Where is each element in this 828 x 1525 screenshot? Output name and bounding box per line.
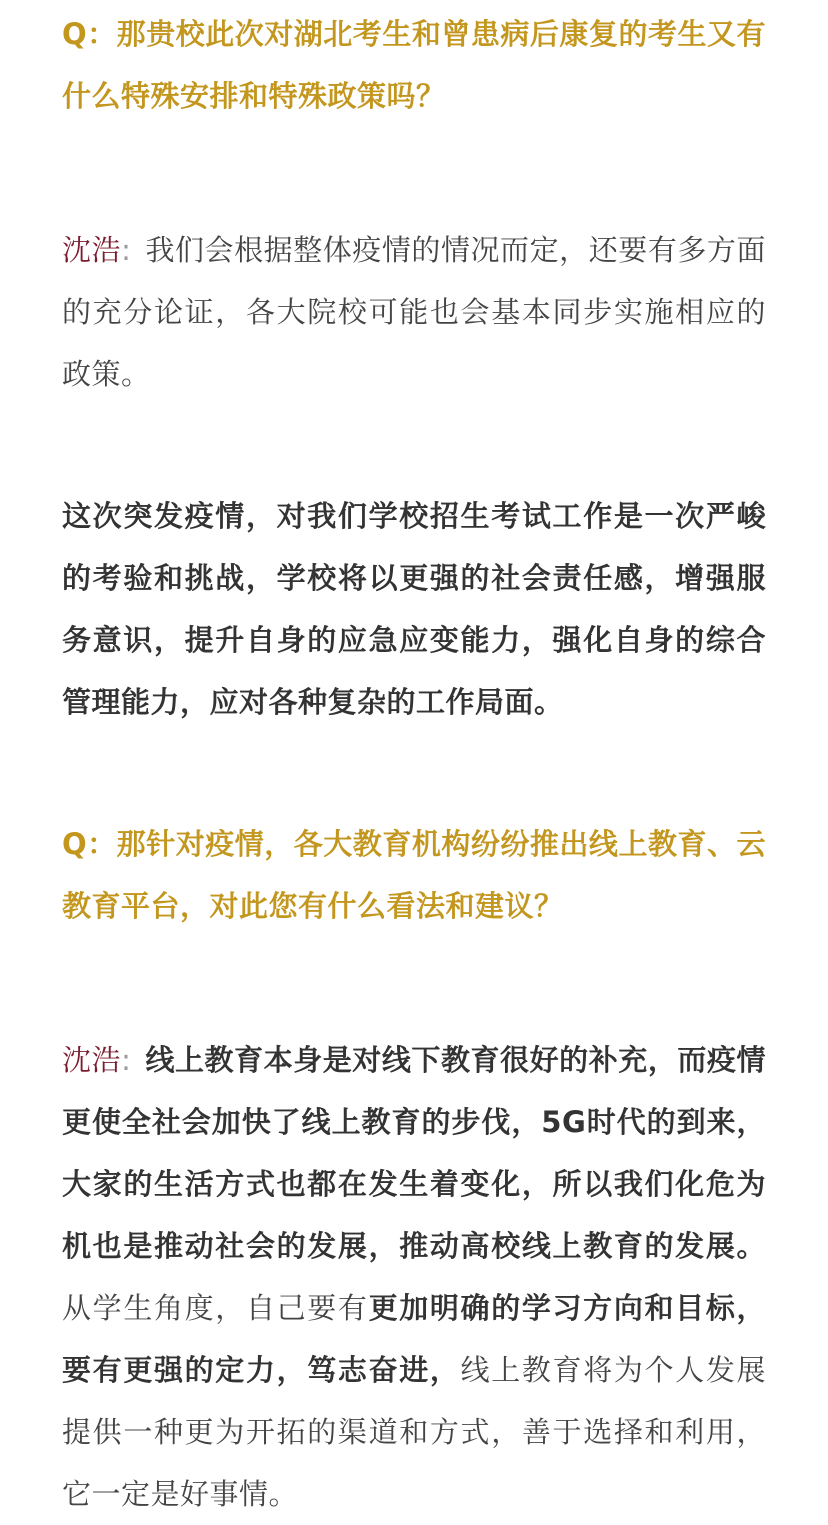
answer-2-segment-3: 更加明确的学习方向和目标，要有更强的定力，笃志奋进， xyxy=(62,1291,766,1387)
speaker-name: 沈浩 xyxy=(62,1043,122,1077)
question-2: Q：那针对疫情，各大教育机构纷纷推出线上教育、云教育平台，对此您有什么看法和建议？ xyxy=(62,827,766,923)
answer-2-segment-2: 从学生角度，自己要有 xyxy=(62,1291,369,1325)
question-1: Q：那贵校此次对湖北考生和曾患病后康复的考生又有什么特殊安排和特殊政策吗？ xyxy=(62,17,766,113)
answer-1-text: 我们会根据整体疫情的情况而定，还要有多方面的充分论证，各大院校可能也会基本同步实施相应的政策。 xyxy=(62,233,766,391)
answer-2-segment-1: 线上教育本身是对线下教育很好的补充，而疫情更使全社会加快了线上教育的步伐，5G时代的到来，大家的生活方式也都在发生着变化，所以我们化危为机也是推动社会的发展，推动高校线上教育的发展。 xyxy=(62,1043,766,1263)
speaker-colon: : xyxy=(121,1043,132,1077)
statement-1 xyxy=(62,485,766,733)
speaker-colon: : xyxy=(121,233,132,267)
speaker-name: 沈浩 xyxy=(62,233,122,267)
answer-1 xyxy=(62,219,766,405)
answer-2 xyxy=(62,1029,766,1525)
statement-1-text: 这次突发疫情，对我们学校招生考试工作是一次严峻的考验和挑战，学校将以更强的社会责任感，增强服务意识，提升自身的应急应变能力，强化自身的综合管理能力，应对各种复杂的工作局面。 xyxy=(62,499,766,719)
answer-2-segment-4: 线上教育将为个人发展提供一种更为开拓的渠道和方式，善于选择和利用，它一定是好事情。 xyxy=(62,1353,766,1511)
